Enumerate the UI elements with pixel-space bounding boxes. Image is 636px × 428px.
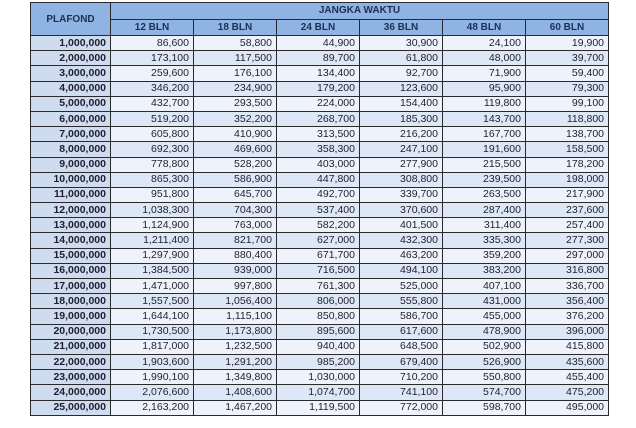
plafond-cell: 2,000,000 <box>31 51 111 66</box>
installment-cell: 1,817,000 <box>111 339 194 354</box>
installment-cell: 1,644,100 <box>111 309 194 324</box>
installment-cell: 865,300 <box>111 172 194 187</box>
installment-cell: 138,700 <box>526 127 609 142</box>
installment-cell: 555,800 <box>360 294 443 309</box>
plafond-cell: 11,000,000 <box>31 187 111 202</box>
table-row <box>31 263 609 278</box>
table-row <box>31 354 609 369</box>
installment-cell: 475,200 <box>526 385 609 400</box>
plafond-cell: 23,000,000 <box>31 370 111 385</box>
installment-cell: 940,400 <box>277 339 360 354</box>
installment-cell: 19,900 <box>526 36 609 51</box>
plafond-cell: 22,000,000 <box>31 354 111 369</box>
table-row <box>31 66 609 81</box>
plafond-cell: 1,000,000 <box>31 36 111 51</box>
table-row <box>31 172 609 187</box>
plafond-cell: 3,000,000 <box>31 66 111 81</box>
table-row <box>31 51 609 66</box>
plafond-cell: 12,000,000 <box>31 203 111 218</box>
installment-cell: 313,500 <box>277 127 360 142</box>
installment-cell: 396,000 <box>526 324 609 339</box>
installment-cell: 679,400 <box>360 354 443 369</box>
table-row <box>31 81 609 96</box>
installment-cell: 1,349,800 <box>194 370 277 385</box>
installment-cell: 308,800 <box>360 172 443 187</box>
table-row <box>31 142 609 157</box>
installment-cell: 435,600 <box>526 354 609 369</box>
installment-cell: 154,400 <box>360 96 443 111</box>
installment-cell: 59,400 <box>526 66 609 81</box>
installment-cell: 502,900 <box>443 339 526 354</box>
installment-cell: 79,300 <box>526 81 609 96</box>
installment-cell: 71,900 <box>443 66 526 81</box>
installment-cell: 671,700 <box>277 248 360 263</box>
installment-cell: 951,800 <box>111 187 194 202</box>
term-header-12: 12 BLN <box>111 19 194 36</box>
installment-cell: 1,467,200 <box>194 400 277 415</box>
installment-cell: 1,297,900 <box>111 248 194 263</box>
installment-cell: 179,200 <box>277 81 360 96</box>
installment-cell: 39,700 <box>526 51 609 66</box>
installment-cell: 939,000 <box>194 263 277 278</box>
installment-cell: 335,300 <box>443 233 526 248</box>
installment-cell: 407,100 <box>443 279 526 294</box>
installment-cell: 44,900 <box>277 36 360 51</box>
installment-cell: 716,500 <box>277 263 360 278</box>
installment-table-sheet <box>30 2 608 416</box>
installment-cell: 257,400 <box>526 218 609 233</box>
table-body <box>31 36 609 416</box>
installment-cell: 455,000 <box>443 309 526 324</box>
installment-cell: 268,700 <box>277 111 360 126</box>
installment-cell: 224,000 <box>277 96 360 111</box>
installment-cell: 478,900 <box>443 324 526 339</box>
table-row <box>31 127 609 142</box>
term-header-36: 36 BLN <box>360 19 443 36</box>
installment-cell: 117,500 <box>194 51 277 66</box>
installment-cell: 772,000 <box>360 400 443 415</box>
installment-cell: 191,600 <box>443 142 526 157</box>
plafond-cell: 9,000,000 <box>31 157 111 172</box>
installment-cell: 431,000 <box>443 294 526 309</box>
installment-cell: 311,400 <box>443 218 526 233</box>
installment-cell: 1,408,600 <box>194 385 277 400</box>
installment-cell: 370,600 <box>360 203 443 218</box>
installment-cell: 134,400 <box>277 66 360 81</box>
installment-cell: 352,200 <box>194 111 277 126</box>
installment-cell: 494,100 <box>360 263 443 278</box>
installment-cell: 123,600 <box>360 81 443 96</box>
installment-cell: 821,700 <box>194 233 277 248</box>
installment-cell: 1,990,100 <box>111 370 194 385</box>
installment-cell: 24,100 <box>443 36 526 51</box>
installment-cell: 336,700 <box>526 279 609 294</box>
table-row <box>31 157 609 172</box>
installment-cell: 173,100 <box>111 51 194 66</box>
installment-cell: 1,384,500 <box>111 263 194 278</box>
installment-cell: 1,211,400 <box>111 233 194 248</box>
installment-cell: 550,800 <box>443 370 526 385</box>
installment-cell: 287,400 <box>443 203 526 218</box>
installment-cell: 339,700 <box>360 187 443 202</box>
installment-cell: 118,800 <box>526 111 609 126</box>
plafond-cell: 8,000,000 <box>31 142 111 157</box>
installment-cell: 316,800 <box>526 263 609 278</box>
installment-cell: 119,800 <box>443 96 526 111</box>
installment-cell: 1,056,400 <box>194 294 277 309</box>
installment-cell: 447,800 <box>277 172 360 187</box>
installment-cell: 895,600 <box>277 324 360 339</box>
installment-cell: 410,900 <box>194 127 277 142</box>
installment-cell: 58,800 <box>194 36 277 51</box>
plafond-cell: 14,000,000 <box>31 233 111 248</box>
installment-cell: 176,100 <box>194 66 277 81</box>
installment-cell: 167,700 <box>443 127 526 142</box>
installment-cell: 1,030,000 <box>277 370 360 385</box>
table-row <box>31 370 609 385</box>
term-header-24: 24 BLN <box>277 19 360 36</box>
table-row <box>31 203 609 218</box>
installment-cell: 198,000 <box>526 172 609 187</box>
installment-cell: 239,500 <box>443 172 526 187</box>
installment-cell: 95,900 <box>443 81 526 96</box>
table-row <box>31 218 609 233</box>
installment-cell: 143,700 <box>443 111 526 126</box>
installment-cell: 469,600 <box>194 142 277 157</box>
installment-cell: 605,800 <box>111 127 194 142</box>
installment-cell: 692,300 <box>111 142 194 157</box>
installment-cell: 178,200 <box>526 157 609 172</box>
installment-cell: 1,038,300 <box>111 203 194 218</box>
installment-cell: 277,300 <box>526 233 609 248</box>
table-row <box>31 187 609 202</box>
plafond-cell: 4,000,000 <box>31 81 111 96</box>
plafond-cell: 15,000,000 <box>31 248 111 263</box>
installment-cell: 89,700 <box>277 51 360 66</box>
installment-cell: 617,600 <box>360 324 443 339</box>
installment-cell: 185,300 <box>360 111 443 126</box>
installment-cell: 359,200 <box>443 248 526 263</box>
installment-cell: 86,600 <box>111 36 194 51</box>
plafond-cell: 10,000,000 <box>31 172 111 187</box>
installment-cell: 1,074,700 <box>277 385 360 400</box>
installment-cell: 1,730,500 <box>111 324 194 339</box>
installment-cell: 297,000 <box>526 248 609 263</box>
term-header-60: 60 BLN <box>526 19 609 36</box>
table-row <box>31 248 609 263</box>
installment-cell: 48,000 <box>443 51 526 66</box>
installment-cell: 293,500 <box>194 96 277 111</box>
installment-cell: 403,000 <box>277 157 360 172</box>
installment-cell: 997,800 <box>194 279 277 294</box>
installment-cell: 401,500 <box>360 218 443 233</box>
installment-cell: 1,232,500 <box>194 339 277 354</box>
table-row <box>31 385 609 400</box>
installment-cell: 277,900 <box>360 157 443 172</box>
table-row <box>31 400 609 415</box>
installment-cell: 30,900 <box>360 36 443 51</box>
installment-cell: 741,100 <box>360 385 443 400</box>
installment-cell: 463,200 <box>360 248 443 263</box>
installment-cell: 1,291,200 <box>194 354 277 369</box>
installment-cell: 763,000 <box>194 218 277 233</box>
table-row <box>31 36 609 51</box>
installment-cell: 263,500 <box>443 187 526 202</box>
plafond-cell: 13,000,000 <box>31 218 111 233</box>
plafond-cell: 7,000,000 <box>31 127 111 142</box>
term-header-48: 48 BLN <box>443 19 526 36</box>
installment-cell: 525,000 <box>360 279 443 294</box>
installment-cell: 1,471,000 <box>111 279 194 294</box>
plafond-cell: 5,000,000 <box>31 96 111 111</box>
installment-cell: 598,700 <box>443 400 526 415</box>
table-row <box>31 339 609 354</box>
installment-cell: 710,200 <box>360 370 443 385</box>
installment-cell: 259,600 <box>111 66 194 81</box>
table-row <box>31 111 609 126</box>
installment-cell: 356,400 <box>526 294 609 309</box>
installment-cell: 383,200 <box>443 263 526 278</box>
installment-cell: 237,600 <box>526 203 609 218</box>
plafond-cell: 18,000,000 <box>31 294 111 309</box>
plafond-cell: 16,000,000 <box>31 263 111 278</box>
term-group-header: JANGKA WAKTU <box>111 3 609 20</box>
plafond-cell: 19,000,000 <box>31 309 111 324</box>
installment-cell: 234,900 <box>194 81 277 96</box>
table-row <box>31 233 609 248</box>
installment-cell: 526,900 <box>443 354 526 369</box>
installment-cell: 806,000 <box>277 294 360 309</box>
installment-cell: 704,300 <box>194 203 277 218</box>
table-row <box>31 324 609 339</box>
installment-cell: 582,200 <box>277 218 360 233</box>
installment-cell: 432,700 <box>111 96 194 111</box>
plafond-header: PLAFOND <box>31 3 111 36</box>
installment-cell: 627,000 <box>277 233 360 248</box>
plafond-cell: 21,000,000 <box>31 339 111 354</box>
installment-cell: 1,903,600 <box>111 354 194 369</box>
plafond-cell: 17,000,000 <box>31 279 111 294</box>
installment-cell: 537,400 <box>277 203 360 218</box>
installment-cell: 645,700 <box>194 187 277 202</box>
installment-cell: 2,163,200 <box>111 400 194 415</box>
installment-cell: 648,500 <box>360 339 443 354</box>
plafond-cell: 24,000,000 <box>31 385 111 400</box>
table-row <box>31 279 609 294</box>
installment-cell: 216,200 <box>360 127 443 142</box>
installment-cell: 376,200 <box>526 309 609 324</box>
installment-cell: 1,119,500 <box>277 400 360 415</box>
installment-cell: 880,400 <box>194 248 277 263</box>
installment-cell: 247,100 <box>360 142 443 157</box>
installment-cell: 1,173,800 <box>194 324 277 339</box>
installment-cell: 1,557,500 <box>111 294 194 309</box>
table-row <box>31 96 609 111</box>
installment-cell: 495,000 <box>526 400 609 415</box>
installment-cell: 217,900 <box>526 187 609 202</box>
installment-cell: 586,900 <box>194 172 277 187</box>
plafond-cell: 6,000,000 <box>31 111 111 126</box>
installment-cell: 61,800 <box>360 51 443 66</box>
installment-cell: 761,300 <box>277 279 360 294</box>
table-header <box>31 3 609 36</box>
installment-cell: 415,800 <box>526 339 609 354</box>
installment-cell: 778,800 <box>111 157 194 172</box>
installment-cell: 358,300 <box>277 142 360 157</box>
installment-cell: 432,300 <box>360 233 443 248</box>
installment-cell: 92,700 <box>360 66 443 81</box>
plafond-cell: 25,000,000 <box>31 400 111 415</box>
installment-cell: 985,200 <box>277 354 360 369</box>
plafond-cell: 20,000,000 <box>31 324 111 339</box>
installment-cell: 1,124,900 <box>111 218 194 233</box>
installment-cell: 492,700 <box>277 187 360 202</box>
installment-cell: 528,200 <box>194 157 277 172</box>
table-row <box>31 294 609 309</box>
installment-cell: 574,700 <box>443 385 526 400</box>
installment-cell: 455,400 <box>526 370 609 385</box>
installment-cell: 346,200 <box>111 81 194 96</box>
installment-cell: 215,500 <box>443 157 526 172</box>
installment-cell: 586,700 <box>360 309 443 324</box>
table-row <box>31 309 609 324</box>
installment-cell: 1,115,100 <box>194 309 277 324</box>
installment-cell: 158,500 <box>526 142 609 157</box>
installment-table <box>30 2 609 416</box>
installment-cell: 99,100 <box>526 96 609 111</box>
installment-cell: 2,076,600 <box>111 385 194 400</box>
installment-cell: 519,200 <box>111 111 194 126</box>
term-header-18: 18 BLN <box>194 19 277 36</box>
installment-cell: 850,800 <box>277 309 360 324</box>
